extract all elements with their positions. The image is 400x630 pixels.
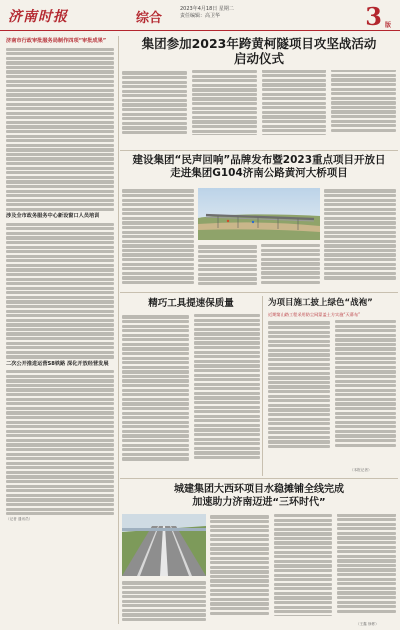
page-suffix: 版: [384, 22, 391, 29]
article4-subhead: 近期第山路工程采用防尘网蒙盖土方实施“天幕布”: [268, 312, 361, 317]
article2-body-left: [122, 188, 194, 288]
text-block: [6, 223, 114, 359]
bridge-photo-image: [198, 188, 320, 240]
article2-headline: [120, 154, 398, 180]
article4-credit: （本报记者）: [350, 468, 372, 472]
article5-headline: [120, 484, 398, 509]
article5-body-left: [122, 580, 206, 624]
article5-body-right: [210, 514, 396, 624]
left-headline-2: 涉及全市政务服务中心新设窗口人员培训: [6, 213, 100, 220]
article1-headline: [120, 36, 398, 66]
divider: [262, 296, 263, 476]
article5-headline-line1: 城建集团大西环项目水稳摊铺全线完成: [174, 484, 344, 495]
bridge-photo: [198, 188, 320, 240]
editor-text: 责任编辑：高卫华: [180, 13, 221, 19]
article2-body-right: [324, 188, 396, 288]
article2-headline-line2: 走进集团G104济南公路黄河大桥项目: [170, 167, 348, 179]
masthead: [0, 0, 400, 31]
date-text: 2023年4月18日 星期二: [180, 6, 234, 12]
dateline: [180, 6, 234, 20]
section-label: 综合: [136, 11, 163, 26]
divider: [120, 150, 398, 151]
left-headline-1: 济南市行政审批服务局制作四项“审批成果”: [6, 38, 107, 44]
article4-body: [268, 320, 396, 468]
article1-headline-line1: 集团参加2023年跨黄柯隧项目攻坚战活动: [141, 36, 377, 51]
article1-body: [122, 70, 396, 150]
article4-headline: 为项目施工披上绿色“战袍”: [268, 298, 373, 308]
text-block: [6, 370, 114, 515]
article1-headline-line2: 启动仪式: [233, 51, 284, 66]
left-headline-3: 二次公开推进运营S8铁路 深化开放经营发展: [6, 360, 109, 367]
text-block: [6, 48, 114, 211]
divider: [120, 478, 398, 479]
page-number-value: 3: [365, 2, 382, 31]
article3-body: [122, 314, 260, 474]
article2-headline-line1: 建设集团“民声回响”品牌发布暨2023重点项目开放日: [132, 154, 386, 166]
highway-photo: [122, 514, 206, 576]
highway-photo-image: [122, 514, 206, 576]
article5-headline-line2: 加速助力济南迈进“三环时代”: [192, 496, 326, 508]
article5-credit: （王鑫 徐彬）: [356, 622, 379, 626]
newspaper-logo: 济南时报: [8, 9, 68, 25]
divider: [120, 292, 398, 293]
left-credit: （记者 通讯员）: [6, 517, 33, 522]
article2-body-mid: [198, 244, 320, 288]
page-number: [365, 2, 391, 31]
article3-headline: 精巧工具提速保质量: [148, 298, 234, 309]
left-column: [6, 36, 119, 624]
